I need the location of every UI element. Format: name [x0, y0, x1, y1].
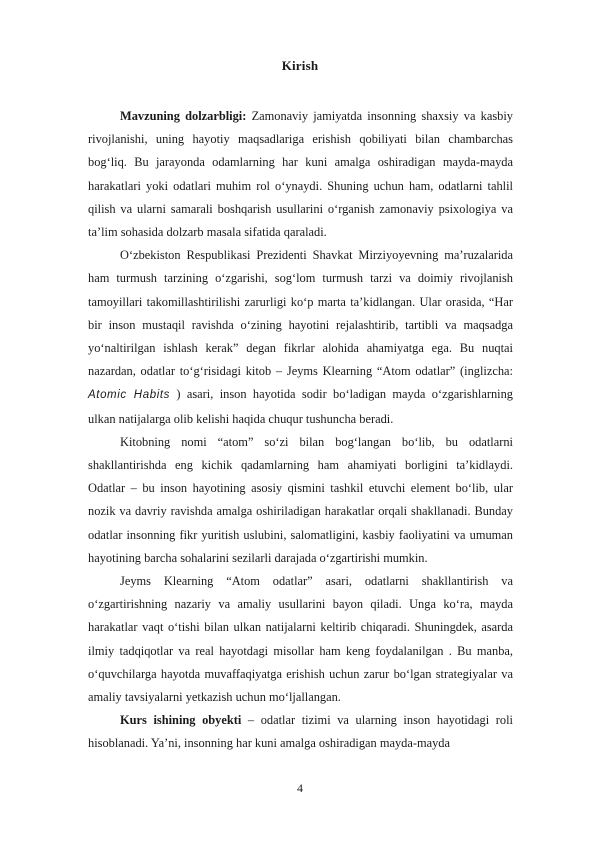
relevance-heading: Mavzuning dolzarbligi:	[120, 109, 247, 123]
paragraph-relevance	[88, 105, 513, 244]
page-title: Kirish	[281, 58, 319, 73]
page-number: 4	[297, 781, 303, 795]
atomic-habits-term: Atomic Habits	[88, 389, 170, 402]
object-heading: Kurs ishining obyekti	[120, 713, 242, 728]
body-text	[88, 105, 513, 756]
object-text: – odatlar tizimi va ularning inson hayotidagi roli hisoblanadi. Ya’ni, insonning har kuni amalga oshiradigan mayda-mayda	[88, 713, 513, 751]
paragraph-book-name	[88, 431, 513, 570]
president-text-continued: ) asari, inson hayotida sodir bo‘ladigan mayda o‘zgarishlarning ulkan natijalarga olib kelishi haqida chuqur tushuncha beradi.	[88, 387, 513, 426]
book-name-text: Kitobning nomi “atom” so‘zi bilan bog‘langan bo‘lib, bu odatlarni shakllantirishda eng kichik qadamlarning ham ahamiyati borligini ta’kidlaydi. Odatlar – bu inson hayotining asosiy qismini tashkil etuvchi element bo‘lib, ular nozik va davriy ravishda amalga oshiriladigan harakatlar orqali shakllanadi. Bunday odatlar insonning fikr yuritish uslubini, salomatligini, kasbiy faoliyatini va umuman hayotining barcha sohalarini sezilarli darajada o‘zgartirishi mumkin.	[88, 434, 513, 565]
paragraph-president	[88, 244, 513, 431]
relevance-text: Zamonaviy jamiyatda insonning shaxsiy va kasbiy rivojlanishi, uning hayotiy maqsadlariga erishish qobiliyati bilan chambarchas bog‘liq. Bu jarayonda odamlarning har kuni amalga oshiradigan mayda-mayda harakatlari yoki odatlari muhim rol o‘ynaydi. Shuning uchun ham, odatlarni tahlil qilish va ularni samarali boshqarish usullarini o‘rganish zamonaviy psixologiya va ta’lim sohasida dolzarb masala sifatida qaraladi.	[88, 109, 513, 240]
paragraph-book-content	[88, 570, 513, 709]
book-content-text: Jeyms Klearning “Atom odatlar” asari, odatlarni shakllantirish va o‘zgartirishning nazariy va amaliy usullarini bayon qiladi. Unga ko‘ra, mayda harakatlar vaqt o‘tishi bilan ulkan natijalarni keltirib chiqaradi. Shuningdek, asarda ilmiy tadqiqotlar va real hayotdagi misollar ham keng foydalanilgan . Bu manba, o‘quvchilarga hayotda muvaffaqiyatga erishish uchun zarur bo‘lgan strategiyalar va amaliy tavsiyalarni yetkazish uchun mo‘ljallangan.	[88, 574, 513, 705]
president-text: O‘zbekiston Respublikasi Prezidenti Shavkat Mirziyoyevning ma’ruzalarida ham turmush tarzining o‘zgarishi, sog‘lom turmush tarzi va doimiy rivojlanish tamoyillari takomillashtirilishi zarurligi ko‘p marta ta’kidlangan. Ular orasida, “Har bir inson mustaqil ravishda o‘zining hayotini rejalashtirib, tartibli va maqsadga yo‘naltirilgan ishlash kerak” degan fikrlar alohida ahamiyatga ega. Bu nuqtai nazardan, odatlar to‘g‘risidagi kitob – Jeyms Klearning “Atom odatlar” (inglizcha:	[88, 248, 513, 379]
paragraph-object	[88, 709, 513, 755]
